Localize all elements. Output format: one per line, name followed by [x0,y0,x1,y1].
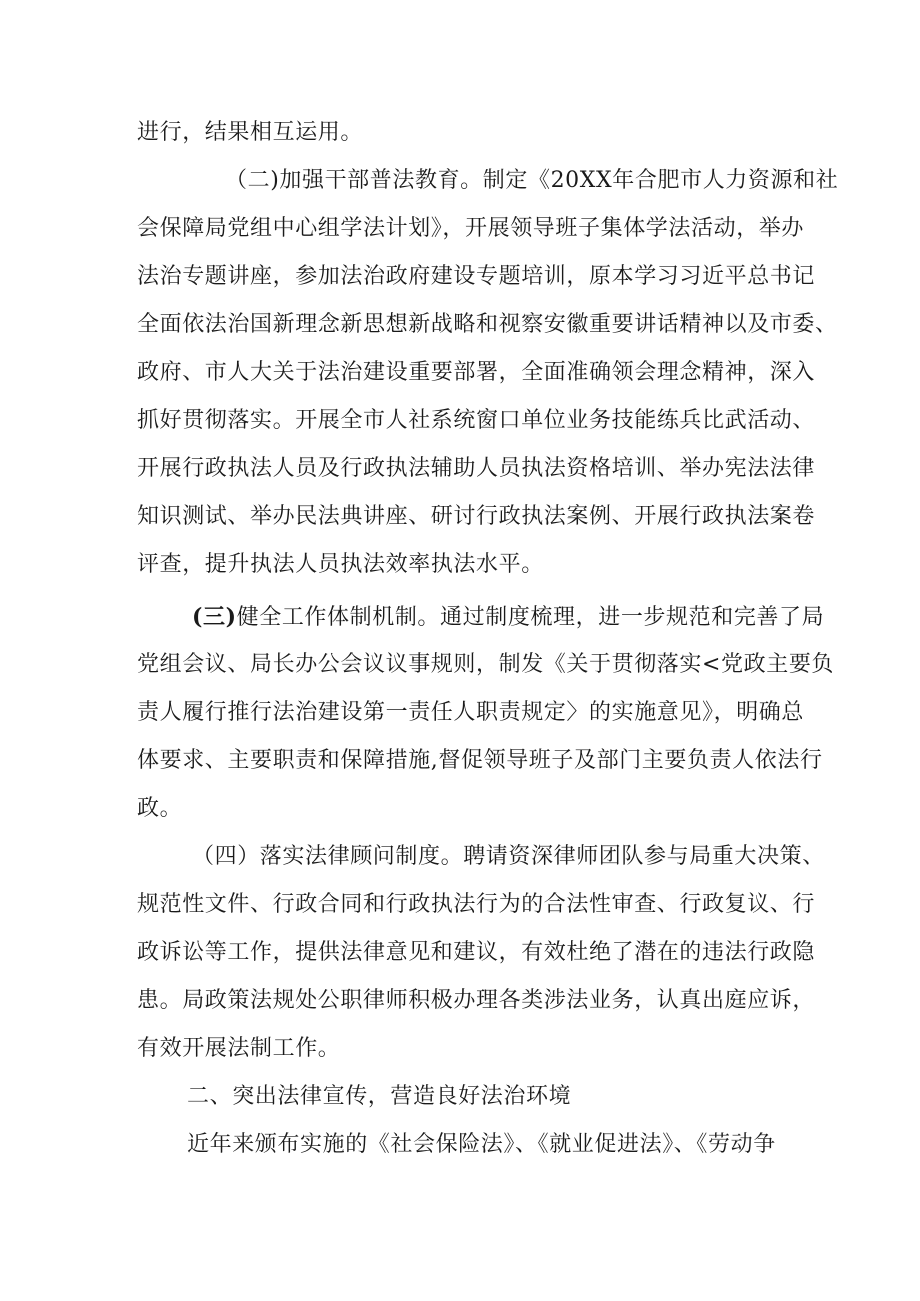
text-line: 知识测试、举办民法典讲座、研讨行政执法案例、开展行政执法案卷 [137,504,816,529]
text-line: （四）落实法律顾问制度。聘请资深律师团队参与局重大决策、 [192,844,825,869]
text-line [192,602,824,633]
section-heading: 二、突出法律宣传，营造良好法治环境 [187,1084,572,1109]
text-line: 全面依法治国新理念新思想新战略和视察安徽重要讲话精神以及市委、 [137,312,838,337]
text-line: 责人履行推行法治建设第一责任人职责规定〉的实施意见》，明确总 [137,700,805,725]
text-line: 抓好贯彻落实。开展全市人社系统窗口单位业务技能练兵比武活动、 [137,408,816,433]
text-line: 会保障局党组中心组学法计划》，开展领导班子集体学法活动，举办 [137,216,805,241]
text-line: 开展行政执法人员及行政执法辅助人员执法资格培训、举办宪法法律 [137,456,816,481]
text-line: 患。局政策法规处公职律师积极办理各类涉法业务，认真出庭应诉， [137,988,816,1013]
text-line: 有效开展法制工作。 [137,1036,341,1061]
text-line: 近年来颁布实施的《社会保险法》、《就业促进法》、《劳动争 [187,1132,776,1157]
text-line: 评查，提升执法人员执法效率执法水平。 [137,552,544,577]
text-line: 体要求、主要职责和保障措施,督促领导班子及部门主要负责人依法行 [137,748,823,773]
section-three-lead: (三) [192,604,237,630]
text-line: 政府、市人大关于法治建设重要部署，全面准确领会理念精神，深入 [137,360,816,385]
text-line: 法治专题讲座，参加法治政府建设专题培训，原本学习习近平总书记 [137,264,816,289]
text-line: 进行，结果相互运用。 [137,120,364,145]
text-line: 政诉讼等工作，提供法律意见和建议，有效杜绝了潜在的违法行政隐 [137,940,816,965]
section-three-text: 健全工作体制机制。通过制度梳理，进一步规范和完善了局 [236,605,825,630]
text-line: 规范性文件、行政合同和行政执法行为的合法性审查、行政复议、行 [137,892,816,917]
text-line: 党组会议、局长办公会议议事规则，制发《关于贯彻落实<党政主要负 [137,652,835,677]
text-line: （二)加强干部普法教育。制定《20XX年合肥市人力资源和社 [225,168,839,193]
text-line: 政。 [137,796,183,821]
